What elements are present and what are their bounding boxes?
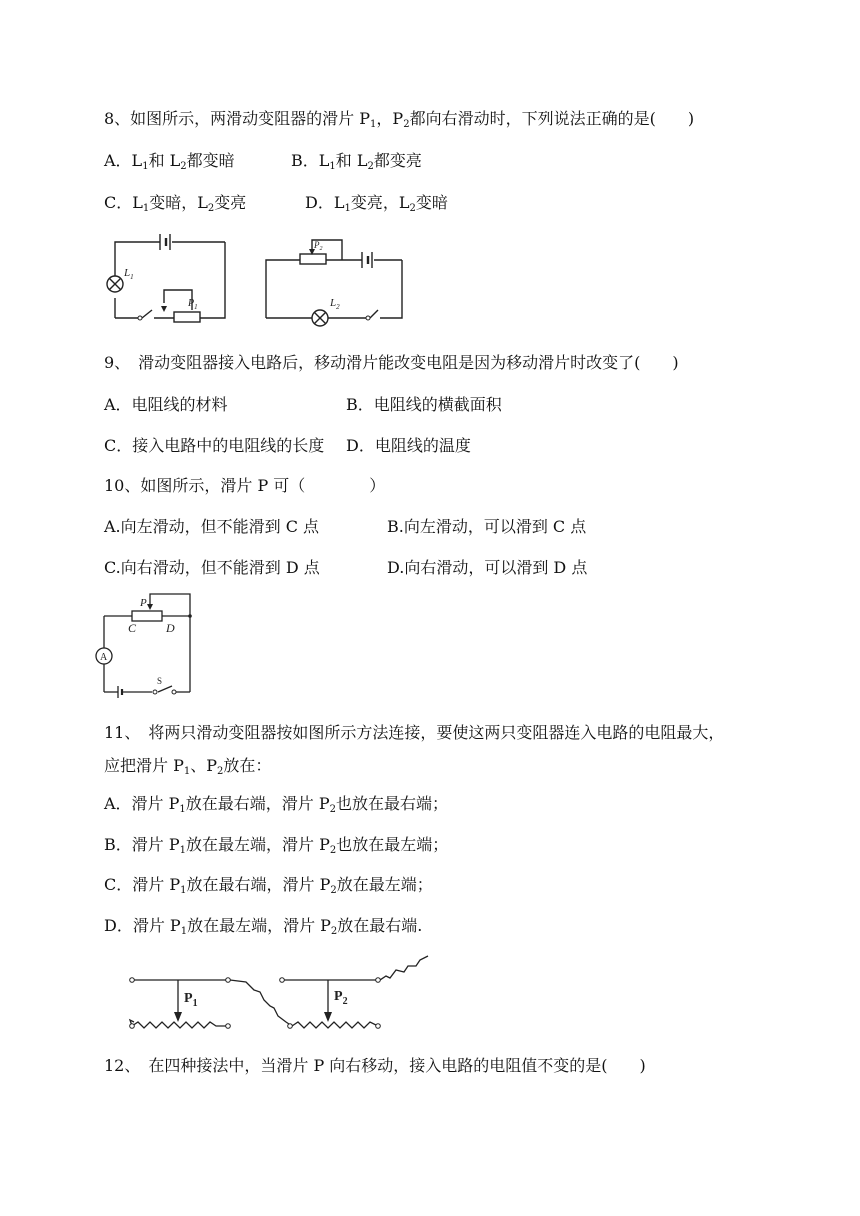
q11-rheostat-figure [126,950,436,1040]
q8-option-b [291,150,422,172]
q8-fig-label-l2 [329,297,340,311]
q11-option-b-text2: 放在最左端，滑片 P [186,835,330,854]
q8-fig-p1-main: P [188,298,195,309]
q11-option-a-sub1: 1 [179,804,186,815]
q11-option-b-text: B．滑片 P [104,835,180,854]
q10-fig-label-s: S [157,676,163,686]
q11-option-a-text: A．滑片 P [104,794,180,813]
q10-fig-label-a: A [100,652,108,663]
q8-option-a [104,150,235,172]
q11-stem-line2 [104,755,271,777]
q11-option-c-sub2: 2 [330,885,337,896]
q8-stem [104,108,694,130]
q11-option-d [104,915,422,937]
q8-option-b-text2: 和 L [335,151,368,170]
q8-stem-sub1: 1 [370,119,377,130]
q11-fig-p2-sub: 2 [342,996,348,1007]
q8-stem-sub2: 2 [403,119,410,130]
q11-option-c-text: C．滑片 P [104,875,181,894]
q8-option-b-sub2: 2 [367,161,374,172]
q8-fig-p2-sub: 2 [319,246,323,252]
q8-option-c-text3: 变亮 [214,193,247,212]
q10-stem: 10、如图所示，滑片 P 可（ ） [104,476,386,495]
q11-fig-p2-main: P [334,989,343,1004]
q8-option-c-text2: 变暗，L [149,193,208,212]
q8-stem-text-b: ，P [376,109,404,128]
q8-fig-l1-sub: 1 [130,273,134,281]
q8-option-b-text: B．L [291,151,330,170]
q11-option-d-sub1: 1 [180,926,188,937]
q8-fig-label-p2 [313,240,323,252]
q8-option-d-text2: 变亮，L [350,193,410,212]
q11-option-b-text3: 也放在最左端； [336,835,449,854]
q8-stem-text-a: 8、如图所示，两滑动变阻器的滑片 P [104,109,371,128]
q11-stem-line1: 11、 将两只滑动变阻器按如图所示方法连接，要使这两只变阻器连入电路的电阻最大， [104,723,725,742]
q8-option-a-text2: 和 L [148,151,181,170]
q11-option-c-text2: 放在最右端，滑片 P [186,875,331,894]
q8-fig-p2-main: P [314,240,320,250]
q8-option-d-sub1: 1 [344,203,351,214]
q12-stem: 12、 在四种接法中，当滑片 P 向右移动，接入电路的电阻值不变的是( ) [104,1056,646,1075]
q8-option-a-text: A．L [104,151,143,170]
q8-option-c-sub2: 2 [207,203,215,214]
q11-stem2-text-b: 、P [190,756,218,775]
q11-stem2-text-c: 放在： [223,756,272,775]
q8-fig-p1-sub: 1 [194,303,198,311]
q8-fig-l2-main: L [330,297,337,309]
q8-option-a-text3: 都变暗 [186,151,235,170]
q10-option-c: C.向右滑动，但不能滑到 D 点 [104,558,320,577]
q11-option-c [104,874,433,896]
q11-option-d-text: D．滑片 P [104,916,181,935]
q8-option-c [104,192,246,214]
q8-stem-text-c: 都向右滑动时，下列说法正确的是( ) [409,109,695,128]
q8-circuit-figure [100,228,410,328]
q11-option-b [104,834,448,856]
q11-option-d-sub2: 2 [330,926,338,937]
q8-fig-l2-sub: 2 [336,303,340,311]
q8-option-a-sub2: 2 [180,161,187,172]
q10-option-d: D.向右滑动，可以滑到 D 点 [387,558,588,577]
q10-option-b: B.向左滑动，可以滑到 C 点 [387,517,587,536]
q11-option-d-text3: 放在最右端. [337,916,423,935]
q9-option-b: B．电阻线的横截面积 [346,395,502,414]
q11-option-b-sub1: 1 [179,845,186,856]
q9-option-a: A．电阻线的材料 [104,395,228,414]
q11-stem2-sub1: 1 [183,766,191,777]
q9-stem: 9、 滑动变阻器接入电路后，移动滑片能改变电阻是因为移动滑片时改变了( ) [104,353,679,372]
q10-circuit-figure [96,588,206,698]
q11-option-d-text2: 放在最左端，滑片 P [187,916,331,935]
q11-option-a-text3: 也放在最右端； [336,794,449,813]
q11-fig-label-p2 [334,989,348,1007]
q8-option-d [305,192,448,214]
q11-option-a-text2: 放在最右端，滑片 P [185,794,330,813]
q11-stem2-sub2: 2 [217,766,224,777]
q9-option-c: C．接入电路中的电阻线的长度 [104,436,325,455]
q8-option-b-text3: 都变亮 [373,151,422,170]
q8-fig-label-l1 [123,267,134,281]
q11-option-c-text3: 放在最左端； [336,875,433,894]
q11-option-a [104,793,448,815]
q11-fig-p1-main: P [184,991,193,1006]
q8-option-c-sub1: 1 [142,203,150,214]
q8-option-a-sub1: 1 [142,161,149,172]
q8-option-d-sub2: 2 [409,203,416,214]
q10-option-a: A.向左滑动，但不能滑到 C 点 [104,517,320,536]
q8-option-d-text: D．L [305,193,345,212]
q10-fig-label-c: C [128,621,137,635]
q11-option-c-sub1: 1 [180,885,187,896]
q11-fig-label-p1 [184,991,198,1009]
q8-fig-l1-main: L [124,267,131,279]
q11-option-a-sub2: 2 [329,804,337,815]
q9-option-d: D．电阻线的温度 [346,436,471,455]
q8-option-b-sub1: 1 [329,161,336,172]
q10-fig-label-p: P [140,597,147,609]
q11-stem2-text-a: 应把滑片 P [104,756,184,775]
q10-fig-label-d: D [166,621,175,635]
q11-fig-p1-sub: 1 [192,998,198,1009]
q11-option-b-sub2: 2 [329,845,337,856]
q8-option-d-text3: 变暗 [415,193,448,212]
q8-option-c-text: C．L [104,193,143,212]
